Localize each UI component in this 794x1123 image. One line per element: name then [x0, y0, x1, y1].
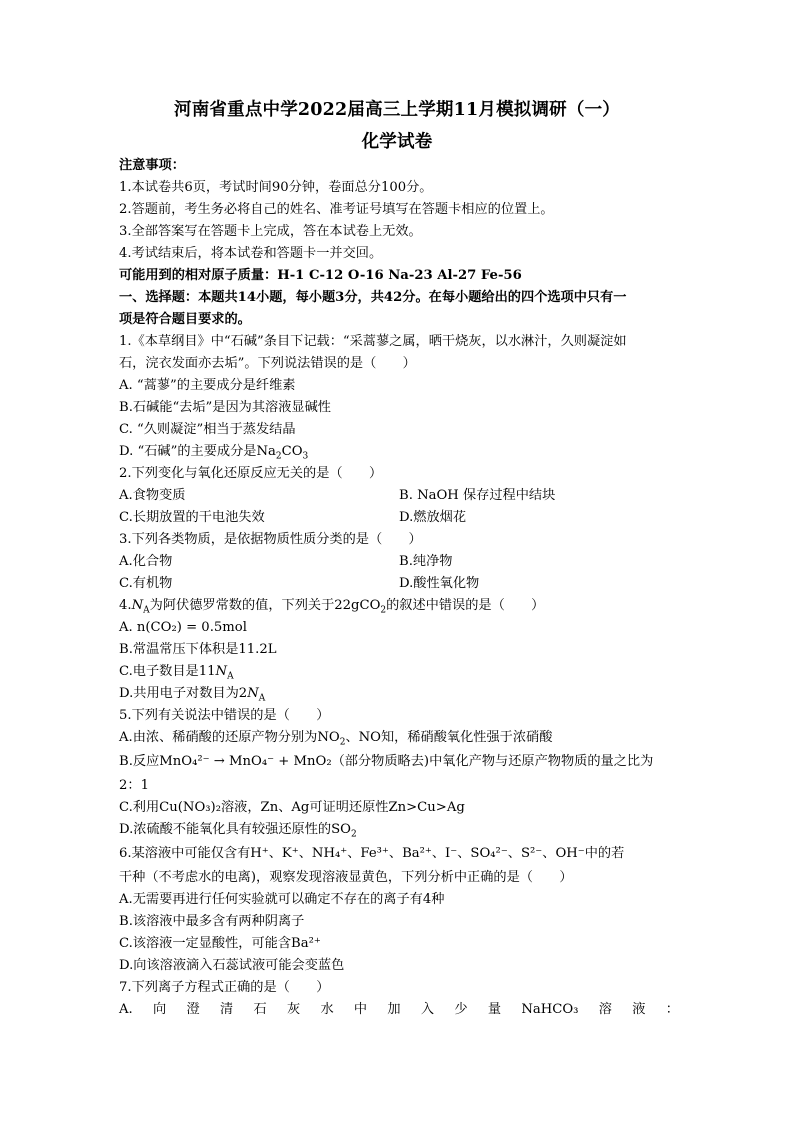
q4-option-a: A. n(CO₂) = 0.5mol — [119, 620, 247, 635]
q6-option-c: C.该溶液一定显酸性，可能含Ba²⁺ — [119, 936, 321, 951]
q5-option-c: C.利用Cu(NO₃)₂溶液，Zn、Ag可证明还原性Zn>Cu>Ag — [119, 800, 465, 815]
q7-option-a: A. 向 澄 清 石 灰 水 中 加 入 少 量 NaHCO₃ 溶 液 ： — [119, 1002, 679, 1017]
q3-stem: 3.下列各类物质，是依据物质性质分类的是（ ） — [119, 532, 422, 547]
q2-option-b: B. NaOH 保存过程中结块 — [399, 488, 556, 503]
q3-options-row2 — [119, 573, 679, 595]
notice-item: 1.本试卷共6页，考试时间90分钟，卷面总分100分。 — [119, 180, 433, 195]
q4-option-c: C.电子数目是$11N_A$ — [119, 664, 234, 682]
q4-option-b: B.常温常压下体积是11.2L — [119, 642, 277, 657]
q3-option-a: A.化合物 — [119, 554, 173, 569]
atomic-mass: 可能用到的相对原子质量：H-1 C-12 O-16 Na-23 Al-27 Fe-56 — [119, 268, 522, 283]
q3-option-b: B.纯净物 — [399, 554, 453, 569]
section-heading-line2: 项是符合题目要求的。 — [119, 312, 251, 327]
q4-option-d: D.共用电子对数目为$2N_A$ — [119, 686, 266, 704]
q6-stem-line1: 6.某溶液中可能仅含有H⁺、K⁺、NH₄⁺、Fe³⁺、Ba²⁺、I⁻、SO₄²⁻、S²⁻、OH⁻中的若 — [119, 846, 625, 861]
q1-stem-line1: 1.《本草纲目》中“石碱”条目下记载：“采蒿蓼之属，晒干烧灰，以水淋汁，久则凝淀如 — [119, 334, 627, 349]
q1-option-c: C. “久则凝淀”相当于蒸发结晶 — [119, 422, 296, 437]
q6-option-b: B.该溶液中最多含有两种阴离子 — [119, 914, 305, 929]
q1-option-b: B.石碱能“去垢”是因为其溶液显碱性 — [119, 400, 331, 415]
section-heading-line1: 一、选择题：本题共14小题，每小题3分，共42分。在每小题给出的四个选项中只有一 — [119, 290, 627, 305]
q1-option-d: D. “石碱”的主要成分是$Na_2CO_3$ — [119, 444, 309, 462]
q4-stem: $4.N_A$为阿伏德罗常数的值，下列关于22gCO$_2$的叙述中错误的是（ ） — [119, 598, 545, 616]
notice-heading: 注意事项： — [119, 158, 185, 173]
q6-option-d: D.向该溶液滴入石蕊试液可能会变蓝色 — [119, 958, 345, 973]
notice-item: 3.全部答案写在答题卡上完成，答在本试卷上无效。 — [119, 224, 422, 239]
q7-stem: 7.下列离子方程式正确的是（ ） — [119, 980, 330, 995]
exam-subtitle: 化学试卷 — [361, 132, 433, 152]
q1-option-a: A. “蒿蓼”的主要成分是纤维素 — [119, 378, 296, 393]
q5-option-b: B.反应MnO₄²⁻ → MnO₄⁻ + MnO₂（部分物质略去)中氧化产物与还原产物物质的量之比为 — [119, 754, 654, 769]
q5-option-a: A.由浓、稀硝酸的还原产物分别为$NO_2$、NO知，稀硝酸氧化性强于浓硝酸 — [119, 730, 553, 748]
q5-option-b-ratio: 2：1 — [119, 778, 149, 793]
q3-option-d: D.酸性氧化物 — [399, 576, 480, 591]
notice-item: 2.答题前，考生务必将自己的姓名、准考证号填写在答题卡相应的位置上。 — [119, 202, 554, 217]
q5-option-d: D.浓硫酸不能氧化具有较强还原性的$SO_2$ — [119, 822, 357, 840]
notice-item: 4.考试结束后，将本试卷和答题卡一并交回。 — [119, 246, 383, 261]
q2-options-row1 — [119, 485, 679, 507]
exam-content — [119, 155, 679, 1021]
exam-title: 河南省重点中学2022届高三上学期11月模拟调研（一） — [174, 100, 620, 120]
q2-option-d: D.燃放烟花 — [399, 510, 467, 525]
q2-option-a: A.食物变质 — [119, 488, 186, 503]
q3-option-c: C.有机物 — [119, 576, 173, 591]
q2-options-row2 — [119, 507, 679, 529]
q6-stem-line2: 干种（不考虑水的电离)，观察发现溶液显黄色，下列分析中正确的是（ ） — [119, 870, 573, 885]
q6-option-a: A.无需要再进行任何实验就可以确定不存在的离子有4种 — [119, 892, 445, 907]
q5-equation: MnO₄²⁻ → MnO₄⁻ + MnO₂ — [159, 754, 332, 769]
q2-stem: 2.下列变化与氧化还原反应无关的是（ ） — [119, 466, 383, 481]
q3-options-row1 — [119, 551, 679, 573]
q6-ion-list: H⁺、K⁺、NH₄⁺、Fe³⁺、Ba²⁺、I⁻、SO₄²⁻、S²⁻、OH⁻ — [250, 846, 585, 861]
q1-stem-line2: 石，浣衣发面亦去垢”。下列说法错误的是（ ） — [119, 356, 416, 371]
q2-option-c: C.长期放置的干电池失效 — [119, 510, 265, 525]
q5-stem: 5.下列有关说法中错误的是（ ） — [119, 708, 330, 723]
